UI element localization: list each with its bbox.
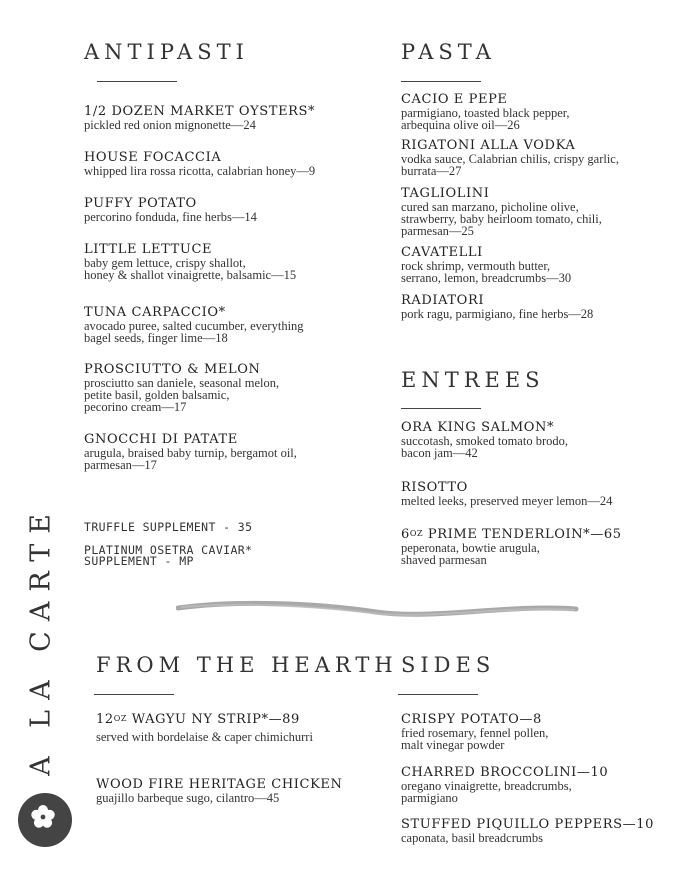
star-flower-icon [18, 793, 72, 847]
menu-item-piquillo-peppers [401, 818, 700, 844]
item-desc-line: fried rosemary, fennel pollen, [401, 726, 549, 740]
menu-item-wagyu [96, 713, 386, 743]
pasta-rule [401, 81, 481, 82]
menu-item-chicken [96, 778, 386, 804]
item-name-text: PRIME TENDERLOIN*—65 [423, 527, 622, 542]
item-desc-line: petite basil, golden balsamic, [84, 388, 230, 402]
item-desc-line: rock shrimp, vermouth butter, [401, 259, 551, 273]
item-desc-line: shaved parmesan [401, 553, 487, 567]
menu-item-risotto [401, 481, 700, 507]
item-desc-line: pecorino cream—17 [84, 400, 187, 414]
menu-item-little-lettuce [84, 243, 384, 281]
item-desc-line: malt vinegar powder [401, 738, 505, 752]
caviar-supplement-line: SUPPLEMENT - MP [84, 554, 194, 568]
item-desc: pickled red onion mignonette—24 [84, 118, 256, 132]
item-desc-line: parmigiano [401, 791, 458, 805]
menu-item-cacio-e-pepe [401, 93, 700, 131]
antipasti-title: ANTIPASTI [84, 40, 249, 64]
item-desc-line: avocado puree, salted cucumber, everything [84, 319, 304, 333]
sides-rule [398, 694, 478, 695]
item-desc: caponata, basil breadcrumbs [401, 831, 543, 845]
item-name-size: 6 [401, 527, 410, 542]
item-desc-line: burrata—27 [401, 164, 462, 178]
caviar-supplement-line: PLATINUM OSETRA CAVIAR* [84, 543, 253, 557]
item-name-unit: OZ [409, 529, 424, 538]
item-desc-line: parmesan—17 [84, 458, 157, 472]
item-desc: guajillo barbeque sugo, cilantro—45 [96, 791, 280, 805]
item-desc-line: peperonata, bowtie arugula, [401, 541, 540, 555]
item-desc-line: honey & shallot vinaigrette, balsamic—15 [84, 268, 297, 282]
menu-item-puffy-potato [84, 197, 384, 223]
item-name-size: 12 [96, 712, 114, 727]
entrees-rule [401, 408, 481, 409]
item-desc-line: prosciutto san daniele, seasonal melon, [84, 376, 280, 390]
item-name: CRISPY POTATO—8 [401, 712, 542, 727]
item-name: PROSCIUTTO & MELON [84, 362, 261, 377]
item-desc: whipped lira rossa ricotta, calabrian honey—9 [84, 164, 316, 178]
menu-item-salmon [401, 421, 700, 459]
item-name: LITTLE LETTUCE [84, 242, 213, 257]
a-la-carte-vertical-title: A LA CARTE [25, 504, 57, 776]
item-desc-line: baby gem lettuce, crispy shallot, [84, 256, 246, 270]
item-desc-line: arbequina olive oil—26 [401, 118, 520, 132]
item-desc: served with bordelaise & caper chimichurri [96, 730, 313, 744]
item-desc: pork ragu, parmigiano, fine herbs—28 [401, 307, 594, 321]
item-desc-line: strawberry, baby heirloom tomato, chili, [401, 212, 602, 226]
item-desc-line: parmesan—25 [401, 224, 474, 238]
item-desc: percorino fonduda, fine herbs—14 [84, 210, 257, 224]
item-name: RISOTTO [401, 480, 468, 495]
item-name: PUFFY POTATO [84, 196, 197, 211]
logo-badge [18, 793, 72, 847]
item-name: RADIATORI [401, 293, 485, 308]
item-name: WOOD FIRE HERITAGE CHICKEN [96, 777, 343, 792]
caviar-supplement [84, 545, 252, 567]
item-desc-line: cured san marzano, picholine olive, [401, 200, 579, 214]
menu-item-broccolini [401, 766, 700, 804]
item-name: HOUSE FOCACCIA [84, 150, 222, 165]
hearth-rule [94, 694, 174, 695]
menu-item-tenderloin [401, 528, 700, 566]
menu-item-crispy-potato [401, 713, 700, 751]
item-name: TAGLIOLINI [401, 186, 490, 201]
antipasti-rule [97, 81, 177, 82]
item-name [96, 713, 386, 727]
item-name: STUFFED PIQUILLO PEPPERS—10 [401, 817, 654, 832]
pasta-title: PASTA [401, 40, 496, 64]
item-name: TUNA CARPACCIO* [84, 305, 226, 320]
item-name: 1/2 DOZEN MARKET OYSTERS* [84, 104, 316, 119]
menu-item-tuna-carpaccio [84, 306, 384, 344]
menu-item-prosciutto-melon [84, 363, 384, 413]
item-desc-line: oregano vinaigrette, breadcrumbs, [401, 779, 572, 793]
menu-item-cavatelli [401, 246, 700, 284]
item-name: GNOCCHI DI PATATE [84, 432, 238, 447]
menu-item-tagliolini [401, 187, 700, 237]
sides-title: SIDES [401, 653, 496, 677]
item-desc-line: vodka sauce, Calabrian chilis, crispy garlic, [401, 152, 619, 166]
menu-item-gnocchi [84, 433, 384, 471]
menu-item-oysters [84, 105, 384, 131]
item-desc: melted leeks, preserved meyer lemon—24 [401, 494, 613, 508]
item-name: RIGATONI ALLA VODKA [401, 138, 576, 153]
entrees-title: ENTREES [401, 368, 545, 392]
truffle-supplement: TRUFFLE SUPPLEMENT - 35 [84, 520, 253, 534]
hearth-title: FROM THE HEARTH [96, 653, 398, 677]
brush-divider [176, 598, 580, 622]
menu-item-rigatoni [401, 139, 700, 177]
item-name: CHARRED BROCCOLINI—10 [401, 765, 609, 780]
item-desc-line: succotash, smoked tomato brodo, [401, 434, 568, 448]
item-name: ORA KING SALMON* [401, 420, 555, 435]
item-desc-line: bacon jam—42 [401, 446, 478, 460]
item-name-text: WAGYU NY STRIP*—89 [127, 712, 300, 727]
item-desc-line: parmigiano, toasted black pepper, [401, 106, 570, 120]
item-name: CACIO E PEPE [401, 92, 508, 107]
menu-item-radiatori [401, 294, 700, 320]
item-name [401, 528, 700, 542]
item-name-unit: OZ [113, 714, 128, 723]
item-desc-line: bagel seeds, finger lime—18 [84, 331, 228, 345]
menu-item-focaccia [84, 151, 384, 177]
item-name: CAVATELLI [401, 245, 483, 260]
item-desc-line: arugula, braised baby turnip, bergamot oil, [84, 446, 297, 460]
item-desc-line: serrano, lemon, breadcrumbs—30 [401, 271, 572, 285]
